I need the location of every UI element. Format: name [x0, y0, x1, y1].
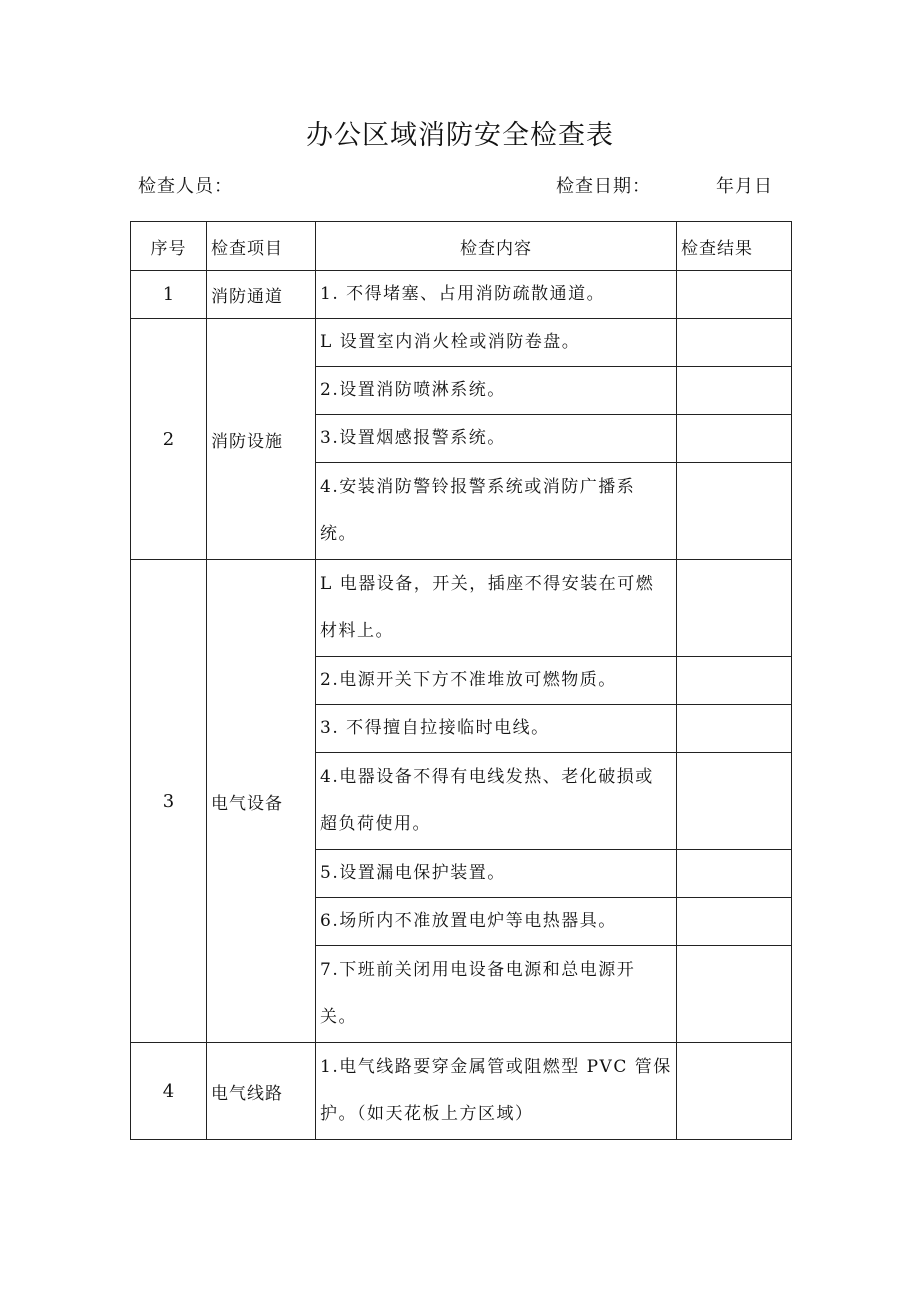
check-content: 6.场所内不准放置电炉等电热器具。	[316, 898, 677, 946]
check-result[interactable]	[677, 463, 792, 560]
group-item: 电气设备	[207, 560, 316, 1043]
check-result[interactable]	[677, 705, 792, 753]
check-result[interactable]	[677, 415, 792, 463]
table-row	[131, 271, 792, 319]
date-label: 检查日期：	[556, 176, 651, 197]
check-content: 4.电器设备不得有电线发热、老化破损或超负荷使用。	[316, 753, 677, 850]
check-content: 3. 不得擅自拉接临时电线。	[316, 705, 677, 753]
check-content: L 设置室内消火栓或消防卷盘。	[316, 319, 677, 367]
check-result[interactable]	[677, 898, 792, 946]
check-content: 7.下班前关闭用电设备电源和总电源开关。	[316, 946, 677, 1043]
page-title: 办公区域消防安全检查表	[306, 120, 614, 151]
group-item: 电气线路	[207, 1043, 316, 1140]
header-no: 序号	[131, 222, 207, 271]
check-content: 3.设置烟感报警系统。	[316, 415, 677, 463]
check-result[interactable]	[677, 657, 792, 705]
table-row	[131, 560, 792, 657]
group-number: 4	[131, 1043, 207, 1140]
table-row	[131, 1043, 792, 1140]
group-number: 1	[131, 271, 207, 319]
header-content: 检查内容	[316, 222, 677, 271]
check-result[interactable]	[677, 319, 792, 367]
header-result: 检查结果	[677, 222, 792, 271]
table-row	[131, 319, 792, 367]
group-number: 2	[131, 319, 207, 560]
group-number: 3	[131, 560, 207, 1043]
check-result[interactable]	[677, 850, 792, 898]
check-content: 5.设置漏电保护装置。	[316, 850, 677, 898]
header-item: 检查项目	[207, 222, 316, 271]
group-item: 消防通道	[207, 271, 316, 319]
inspection-table	[130, 221, 792, 1140]
check-result[interactable]	[677, 560, 792, 657]
inspector-label: 检查人员：	[138, 176, 233, 197]
check-result[interactable]	[677, 946, 792, 1043]
check-content: L 电器设备，开关，插座不得安装在可燃材料上。	[316, 560, 677, 657]
check-result[interactable]	[677, 367, 792, 415]
check-result[interactable]	[677, 271, 792, 319]
group-item: 消防设施	[207, 319, 316, 560]
check-content: 1. 不得堵塞、占用消防疏散通道。	[316, 271, 677, 319]
check-result[interactable]	[677, 1043, 792, 1140]
check-content: 2.设置消防喷淋系统。	[316, 367, 677, 415]
check-content: 4.安装消防警铃报警系统或消防广播系统。	[316, 463, 677, 560]
check-result[interactable]	[677, 753, 792, 850]
table-header-row	[131, 222, 792, 271]
check-content: 2.电源开关下方不准堆放可燃物质。	[316, 657, 677, 705]
date-value: 年月日	[716, 176, 773, 197]
check-content: 1.电气线路要穿金属管或阻燃型 PVC 管保护。（如天花板上方区域）	[316, 1043, 677, 1140]
